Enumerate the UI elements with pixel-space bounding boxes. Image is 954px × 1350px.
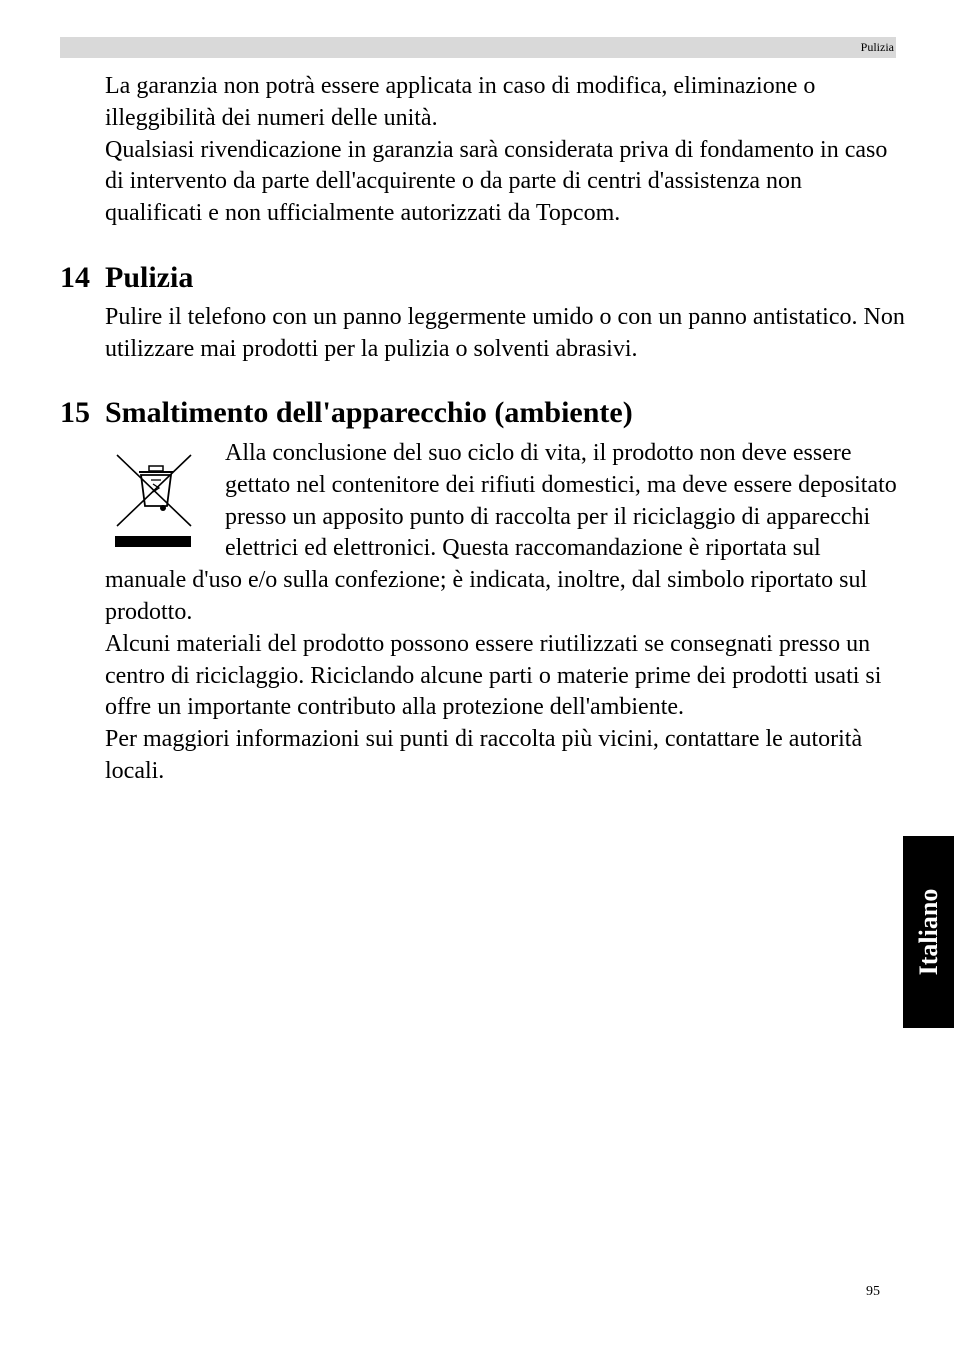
- language-tab: [903, 836, 954, 1028]
- running-header-title: Pulizia: [860, 40, 894, 54]
- weee-crossed-bin-icon: [113, 450, 201, 554]
- section-14-number: 14: [60, 261, 90, 294]
- section-14-heading: [60, 260, 193, 296]
- section-15-title: Smaltimento dell'apparecchio (ambiente): [105, 396, 633, 429]
- section-14-text: Pulire il telefono con un panno leggermente umido o con un panno antistatico. Non utilizzare mai prodotti per la pulizia o solventi abrasivi.: [105, 304, 905, 362]
- page-number: 95: [866, 1284, 880, 1299]
- section-14-title: Pulizia: [105, 261, 194, 294]
- section-15-number: 15: [60, 396, 90, 429]
- collection-points-paragraph: Per maggiori informazioni sui punti di raccolta più vicini, contattare le autorità locali.: [105, 726, 863, 784]
- recycling-paragraph: Alcuni materiali del prodotto possono essere riutilizzati se consegnati presso un centro di riciclaggio. Riciclando alcune parti o materie prime dei prodotti usati si offre un importante contributo alla protezione dell'ambiente.: [105, 630, 882, 721]
- disposal-paragraph: Alla conclusione del suo ciclo di vita, il prodotto non deve essere gettato nel contenitore dei rifiuti domestici, ma deve essere depositato presso un apposito punto di raccolta per il riciclaggio di apparecchi elettrici ed elettronici. Questa raccomandazione è riportata sul manuale d'uso e/o sulla confezione; è indicata, inoltre, dal simbolo riportato sul prodotto.: [105, 440, 897, 625]
- running-header: [60, 37, 896, 58]
- warranty-paragraph: Qualsiasi rivendicazione in garanzia sarà considerata priva di fondamento in caso di intervento da parte dell'acquirente o da parte di centri d'assistenza non qualificati e non ufficialmente autorizzati da Topcom.: [105, 136, 888, 227]
- section-15-heading: [60, 395, 633, 431]
- warranty-paragraph: La garanzia non potrà essere applicata in caso di modifica, eliminazione o illeggibilità dei numeri delle unità.: [105, 73, 816, 131]
- language-tab-label: Italiano: [913, 888, 943, 976]
- warranty-text: [105, 71, 905, 230]
- section-15-body: [105, 438, 905, 788]
